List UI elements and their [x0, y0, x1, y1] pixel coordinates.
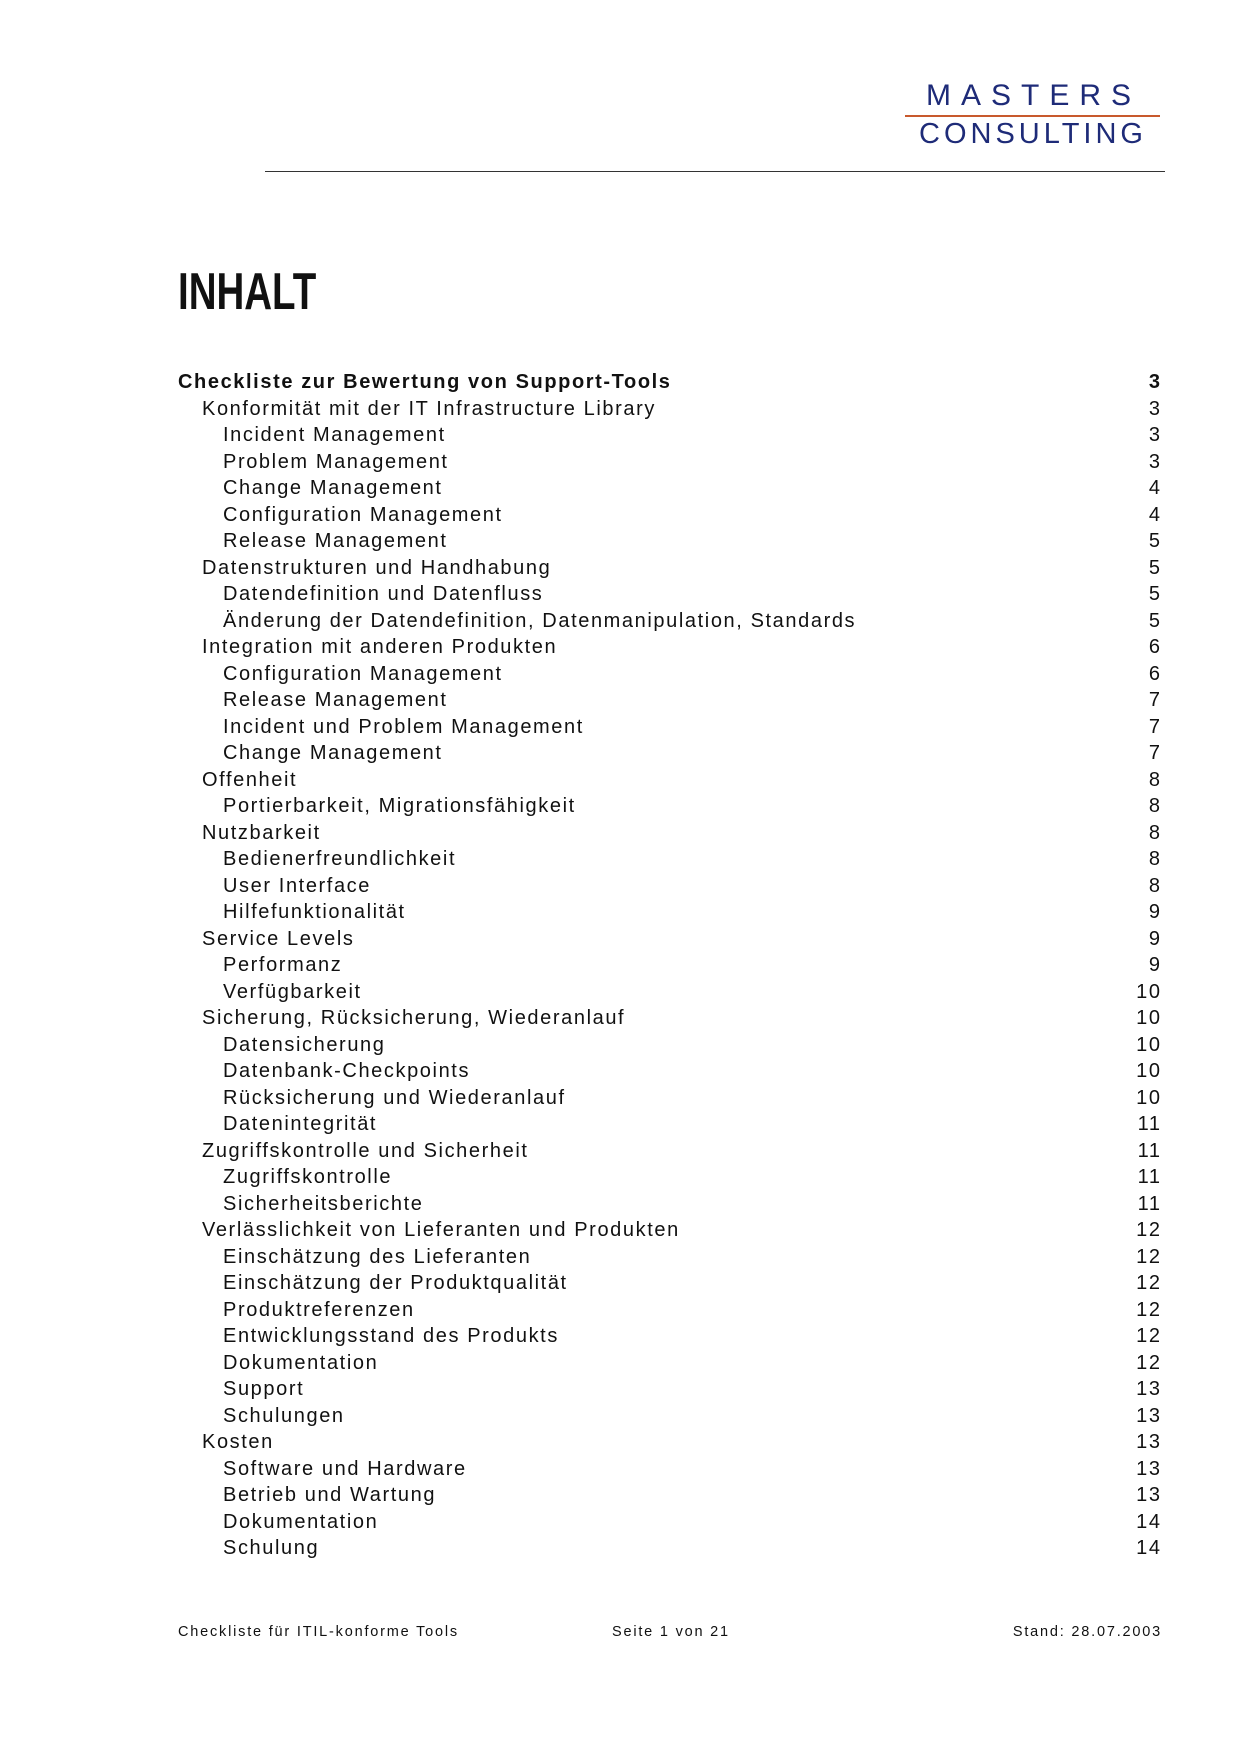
toc-entry-label: Datendefinition und Datenfluss — [223, 583, 544, 605]
toc-entry-page: 3 — [1148, 371, 1162, 393]
toc-entry — [178, 1429, 1160, 1456]
toc-entry-page: 4 — [1148, 503, 1162, 526]
toc-entry-page: 12 — [1136, 1325, 1162, 1347]
toc-entry — [178, 1482, 1160, 1509]
toc-entry — [178, 422, 1160, 449]
toc-entry-label: Entwicklungsstand des Produkts — [223, 1325, 559, 1347]
toc-entry-label: Configuration Management — [223, 662, 503, 685]
toc-entry-label: Change Management — [223, 742, 443, 764]
toc-entry-page: 6 — [1148, 662, 1162, 685]
toc-entry — [178, 740, 1160, 767]
toc-entry-label: User Interface — [223, 874, 372, 897]
toc-entry — [178, 1005, 1160, 1032]
toc-entry-page: 8 — [1148, 821, 1162, 844]
logo-wordmark-consulting: CONSULTING — [919, 118, 1147, 150]
toc-entry-label: Datenintegrität — [223, 1113, 378, 1135]
toc-entry-page: 13 — [1136, 1378, 1162, 1400]
toc-entry — [178, 1323, 1160, 1350]
toc-entry-page: 13 — [1136, 1484, 1162, 1506]
toc-entry — [178, 634, 1160, 661]
toc-entry — [178, 1297, 1160, 1324]
toc-entry-label: Betrieb und Wartung — [223, 1484, 437, 1506]
toc-entry — [178, 396, 1160, 423]
toc-entry-page: 10 — [1136, 980, 1162, 1003]
toc-entry-label: Schulung — [223, 1537, 320, 1559]
toc-entry — [178, 369, 1160, 396]
footer-date: Stand: 28.07.2003 — [1012, 1624, 1162, 1640]
footer-page-number: Seite 1 von 21 — [612, 1624, 730, 1640]
toc-entry — [178, 1085, 1160, 1112]
toc-entry-label: Kosten — [202, 1431, 274, 1453]
toc-entry-label: Checkliste zur Bewertung von Support-Tools — [178, 371, 672, 393]
toc-entry-page: 3 — [1148, 450, 1162, 473]
toc-entry-label: Dokumentation — [223, 1510, 379, 1533]
toc-entry-label: Verlässlichkeit von Lieferanten und Produkten — [202, 1219, 680, 1241]
toc-entry — [178, 1032, 1160, 1059]
toc-entry — [178, 581, 1160, 608]
toc-entry-label: Sicherung, Rücksicherung, Wiederanlauf — [202, 1007, 626, 1029]
toc-entry-page: 7 — [1148, 742, 1162, 764]
toc-entry — [178, 1403, 1160, 1430]
toc-entry-label: Incident Management — [223, 424, 446, 446]
toc-entry-page: 13 — [1136, 1431, 1162, 1453]
toc-entry-label: Software und Hardware — [223, 1457, 467, 1480]
toc-entry-page: 5 — [1148, 556, 1162, 579]
toc-entry-page: 3 — [1148, 397, 1162, 420]
toc-entry-label: Zugriffskontrolle — [223, 1166, 393, 1188]
toc-entry-page: 7 — [1148, 715, 1162, 738]
toc-entry-label: Performanz — [223, 954, 343, 976]
toc-entry-page: 5 — [1148, 609, 1162, 632]
toc-entry-label: Integration mit anderen Produkten — [202, 636, 558, 658]
toc-entry — [178, 793, 1160, 820]
toc-entry — [178, 608, 1160, 635]
toc-entry — [178, 687, 1160, 714]
toc-entry-page: 8 — [1148, 768, 1162, 791]
toc-entry-page: 10 — [1136, 1007, 1162, 1029]
toc-entry-page: 12 — [1136, 1298, 1162, 1321]
toc-entry — [178, 502, 1160, 529]
toc-entry-page: 14 — [1136, 1510, 1162, 1533]
toc-entry-page: 13 — [1136, 1404, 1162, 1427]
toc-entry-label: Verfügbarkeit — [223, 980, 362, 1003]
toc-entry-page: 13 — [1136, 1457, 1162, 1480]
toc-entry-label: Änderung der Datendefinition, Datenmanipulation, Standards — [223, 609, 857, 632]
toc-entry-page: 8 — [1148, 874, 1162, 897]
toc-entry — [178, 1164, 1160, 1191]
toc-entry-page: 12 — [1136, 1272, 1162, 1294]
footer-document-title: Checkliste für ITIL-konforme Tools — [178, 1624, 459, 1640]
toc-entry-page: 8 — [1148, 848, 1162, 870]
toc-entry — [178, 820, 1160, 847]
toc-entry — [178, 1217, 1160, 1244]
toc-entry-label: Release Management — [223, 530, 448, 552]
toc-entry — [178, 979, 1160, 1006]
toc-entry-label: Change Management — [223, 477, 443, 499]
toc-entry — [178, 714, 1160, 741]
header-rule — [265, 171, 1165, 172]
toc-entry-page: 5 — [1148, 583, 1162, 605]
toc-entry-page: 10 — [1136, 1086, 1162, 1109]
toc-entry — [178, 1138, 1160, 1165]
toc-entry — [178, 1058, 1160, 1085]
toc-entry-page: 5 — [1148, 530, 1162, 552]
page-title: INHALT — [178, 263, 317, 321]
toc-entry — [178, 899, 1160, 926]
toc-entry-label: Datenbank-Checkpoints — [223, 1060, 471, 1082]
toc-entry — [178, 1376, 1160, 1403]
toc-entry — [178, 449, 1160, 476]
toc-entry-label: Schulungen — [223, 1404, 345, 1427]
toc-entry — [178, 1535, 1160, 1562]
toc-entry-label: Dokumentation — [223, 1351, 379, 1374]
toc-entry-page: 9 — [1148, 901, 1162, 923]
toc-entry — [178, 1270, 1160, 1297]
toc-entry-page: 11 — [1137, 1166, 1162, 1188]
toc-entry-page: 12 — [1136, 1245, 1162, 1268]
toc-entry-page: 11 — [1137, 1192, 1162, 1215]
toc-entry-page: 9 — [1148, 954, 1162, 976]
toc-entry-page: 10 — [1136, 1060, 1162, 1082]
toc-entry — [178, 1350, 1160, 1377]
toc-entry — [178, 1509, 1160, 1536]
toc-entry-label: Zugriffskontrolle und Sicherheit — [202, 1139, 529, 1162]
toc-entry — [178, 926, 1160, 953]
toc-entry-page: 12 — [1136, 1219, 1162, 1241]
toc-entry — [178, 873, 1160, 900]
toc-entry-page: 14 — [1136, 1537, 1162, 1559]
toc-entry — [178, 1244, 1160, 1271]
toc-entry-page: 3 — [1148, 424, 1162, 446]
toc-entry — [178, 1456, 1160, 1483]
toc-entry — [178, 661, 1160, 688]
toc-entry-page: 7 — [1148, 689, 1162, 711]
logo-wordmark-masters: MASTERS — [926, 79, 1142, 112]
toc-entry-label: Support — [223, 1378, 305, 1400]
toc-entry-label: Sicherheitsberichte — [223, 1192, 424, 1215]
toc-entry-label: Konformität mit der IT Infrastructure Library — [202, 397, 656, 420]
toc-entry — [178, 767, 1160, 794]
toc-entry-label: Incident und Problem Management — [223, 715, 584, 738]
toc-entry-label: Offenheit — [202, 768, 298, 791]
toc-entry-page: 11 — [1137, 1113, 1162, 1135]
toc-entry — [178, 555, 1160, 582]
toc-entry — [178, 1191, 1160, 1218]
toc-entry-page: 11 — [1137, 1139, 1162, 1162]
toc-entry-label: Configuration Management — [223, 503, 503, 526]
toc-entry-page: 8 — [1148, 795, 1162, 817]
toc-entry-label: Hilfefunktionalität — [223, 901, 406, 923]
toc-entry-page: 12 — [1136, 1351, 1162, 1374]
toc-entry-page: 4 — [1148, 477, 1162, 499]
table-of-contents — [178, 369, 1160, 1562]
toc-entry-label: Rücksicherung und Wiederanlauf — [223, 1086, 566, 1109]
toc-entry-label: Datensicherung — [223, 1033, 386, 1056]
toc-entry-label: Service Levels — [202, 927, 355, 950]
toc-entry-page: 10 — [1136, 1033, 1162, 1056]
toc-entry — [178, 952, 1160, 979]
toc-entry-label: Datenstrukturen und Handhabung — [202, 556, 552, 579]
toc-entry-label: Einschätzung der Produktqualität — [223, 1272, 568, 1294]
toc-entry — [178, 528, 1160, 555]
toc-entry-page: 9 — [1148, 927, 1162, 950]
toc-entry — [178, 1111, 1160, 1138]
toc-entry-label: Release Management — [223, 689, 448, 711]
toc-entry-page: 6 — [1148, 636, 1162, 658]
toc-entry-label: Nutzbarkeit — [202, 821, 321, 844]
toc-entry-label: Einschätzung des Lieferanten — [223, 1245, 532, 1268]
toc-entry-label: Problem Management — [223, 450, 449, 473]
toc-entry — [178, 846, 1160, 873]
toc-entry-label: Produktreferenzen — [223, 1298, 415, 1321]
logo-divider-line — [905, 115, 1160, 117]
toc-entry-label: Bedienerfreundlichkeit — [223, 848, 457, 870]
toc-entry-label: Portierbarkeit, Migrationsfähigkeit — [223, 795, 576, 817]
toc-entry — [178, 475, 1160, 502]
